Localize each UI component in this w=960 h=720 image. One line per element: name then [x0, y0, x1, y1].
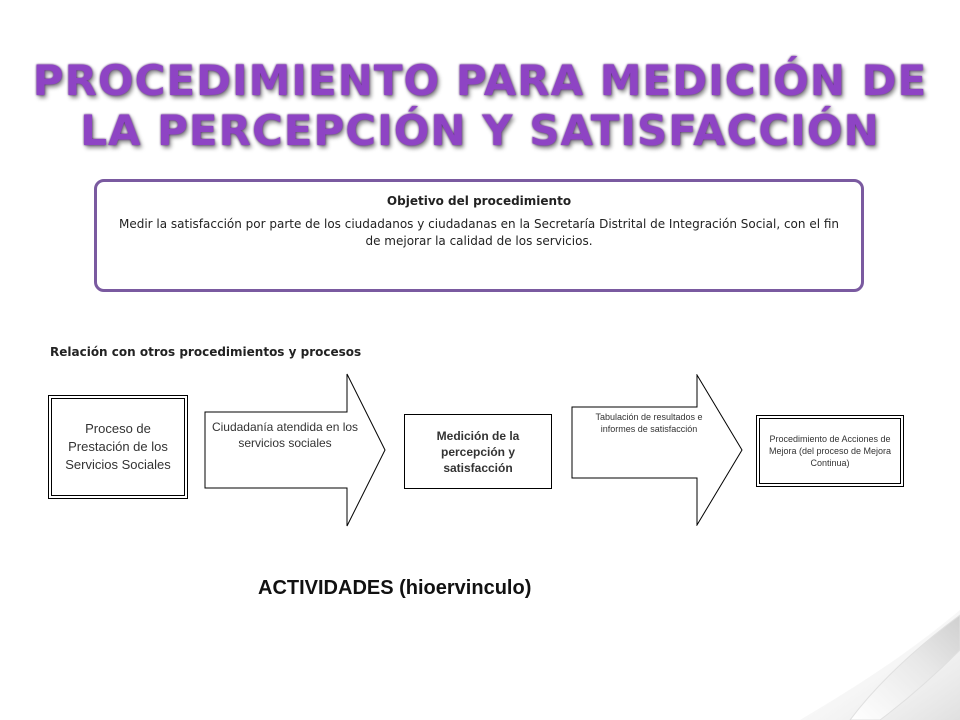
- title-line-1: PROCEDIMIENTO PARA MEDICIÓN DE: [32, 56, 928, 105]
- page-curl-decoration: [730, 610, 960, 720]
- input-process-box: [48, 395, 188, 499]
- output-arrow-text: Tabulación de resultados e informes de satisfacción: [595, 412, 703, 434]
- output-process-text: Procedimiento de Acciones de Mejora (del proceso de Mejora Continua): [768, 434, 892, 468]
- output-arrow: [571, 374, 743, 526]
- center-process-text: Medición de la percepción y satisfacción: [436, 428, 520, 475]
- relation-label: Relación con otros procedimientos y procesos: [50, 345, 362, 359]
- input-process-text: Proceso de Prestación de los Servicios Sociales: [65, 421, 171, 472]
- objective-text: Medir la satisfacción por parte de los ciudadanos y ciudadanas en la Secretaría Distrital de Integración Social, con el fin de mejorar la calidad de los servicios.: [118, 217, 840, 248]
- output-process-box: [756, 415, 904, 487]
- page-title: [0, 56, 960, 156]
- title-line-2: LA PERCEPCIÓN Y SATISFACCIÓN: [80, 106, 880, 155]
- objective-heading: Objetivo del procedimiento: [386, 194, 572, 208]
- input-arrow: [204, 373, 386, 527]
- center-process-box: [404, 414, 552, 489]
- output-arrow-shape: [571, 374, 743, 526]
- activities-link[interactable]: ACTIVIDADES (hioervinculo): [258, 577, 532, 599]
- input-arrow-text: Ciudadanía atendida en los servicios sociales: [211, 420, 359, 450]
- objective-box: [94, 179, 864, 292]
